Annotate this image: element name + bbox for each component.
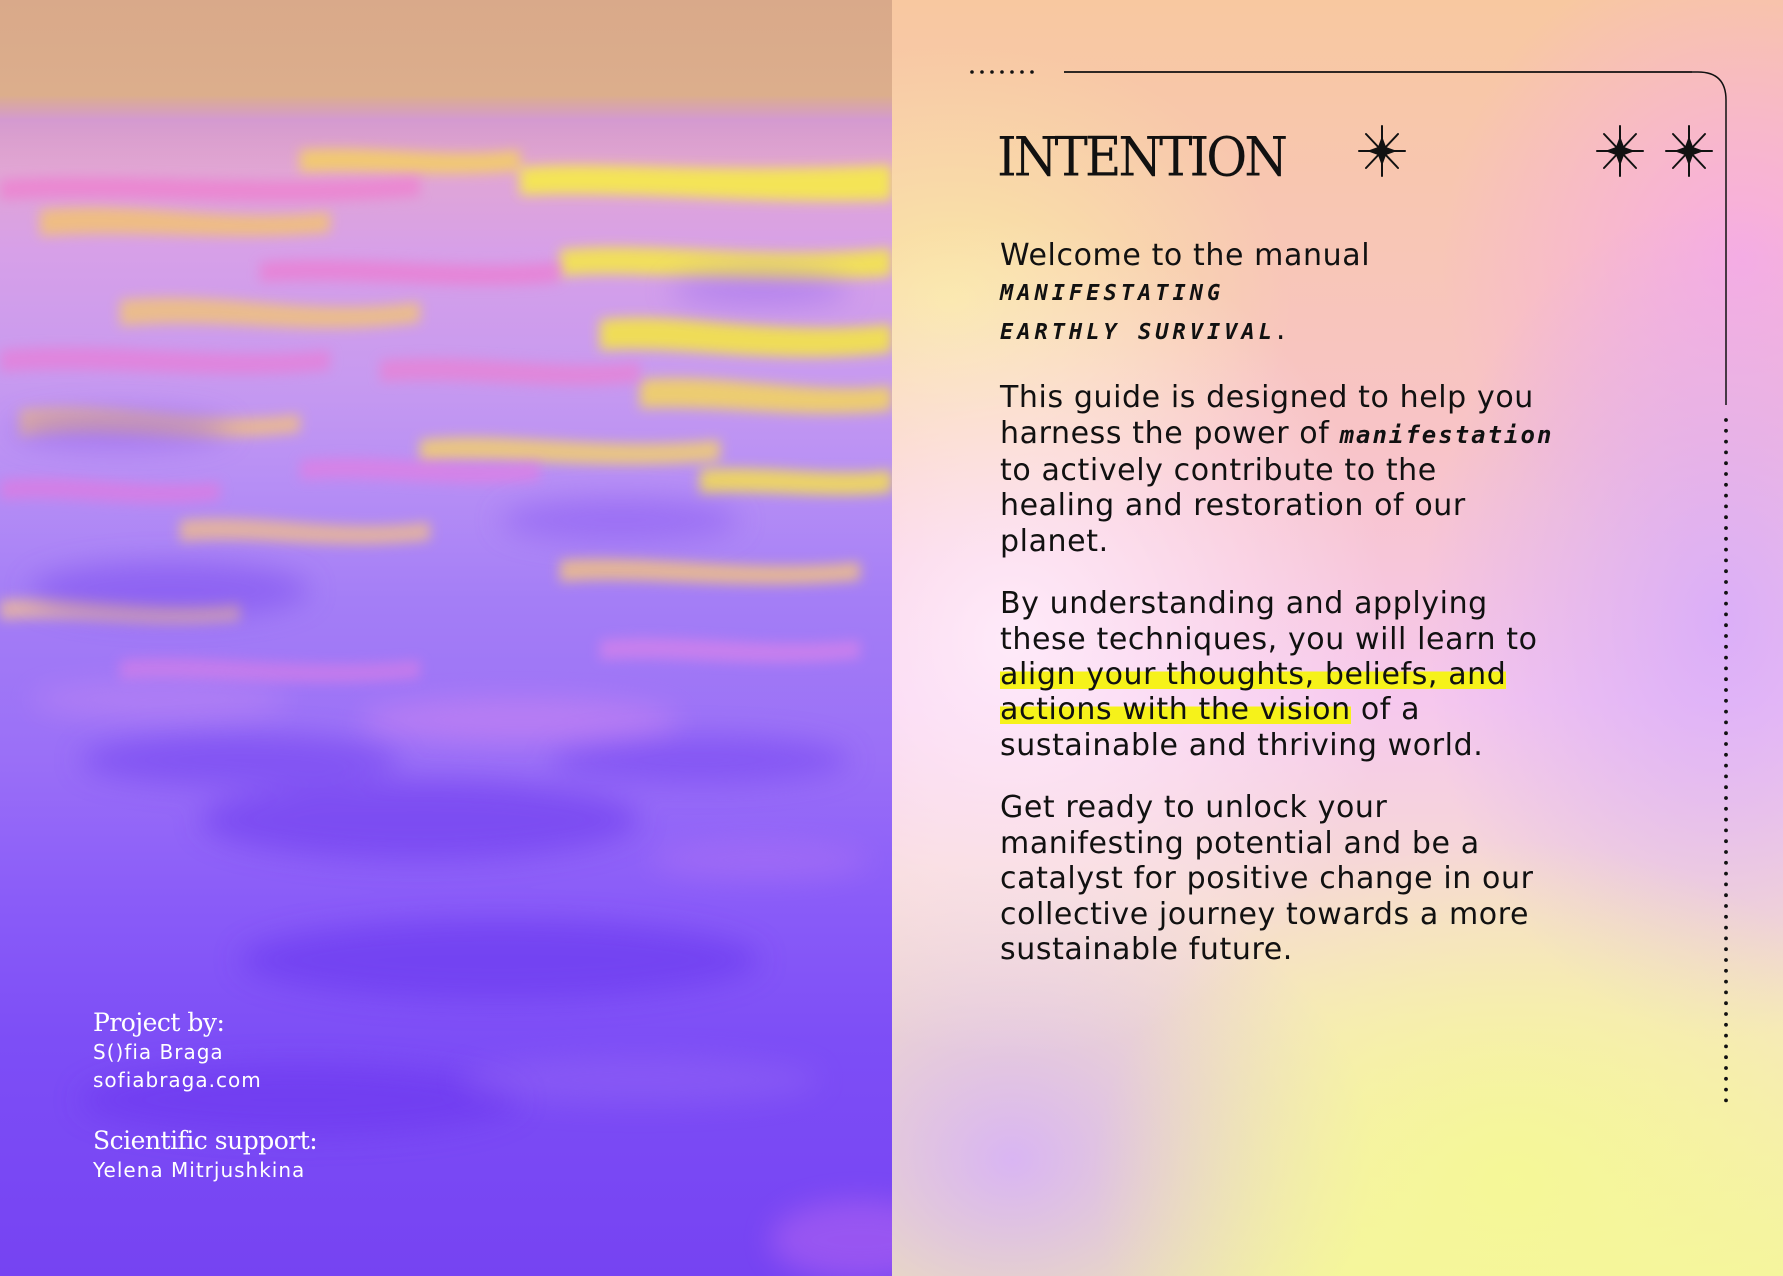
frame-dot xyxy=(1724,483,1728,487)
author-name: S()fia Braga xyxy=(93,1040,224,1064)
frame-dot xyxy=(1724,677,1728,681)
frame-dot xyxy=(1724,839,1728,843)
frame-dot xyxy=(1724,461,1728,465)
frame-dot xyxy=(1724,591,1728,595)
frame-dot xyxy=(1724,569,1728,573)
closing-paragraph: Get ready to unlock your manifesting potential and be a catalyst for positive change in our collective journey towards a more sustainable future. xyxy=(1000,790,1534,967)
frame-dot xyxy=(1724,969,1728,973)
credits-block xyxy=(93,1008,317,1184)
frame-dot xyxy=(1724,548,1728,552)
frame-dot xyxy=(1724,667,1728,671)
frame-dot xyxy=(1724,947,1728,951)
manual-name-line-1: MANIFESTATING xyxy=(1000,281,1225,307)
frame-dot xyxy=(1724,829,1728,833)
frame-dot xyxy=(1724,937,1728,941)
frame-dot xyxy=(1724,613,1728,617)
frame-dot xyxy=(1724,418,1728,422)
frame-dot xyxy=(1724,753,1728,757)
frame-dot xyxy=(1724,1034,1728,1038)
frame-dot xyxy=(1724,699,1728,703)
frame-dot xyxy=(1724,440,1728,444)
frame-dot xyxy=(1724,883,1728,887)
sparkle-star-icon xyxy=(1357,124,1407,178)
frame-dot xyxy=(1724,731,1728,735)
frame-dot xyxy=(1724,710,1728,714)
frame-dot xyxy=(1724,807,1728,811)
supporter-name: Yelena Mitrjushkina xyxy=(93,1158,306,1182)
techniques-paragraph xyxy=(1000,586,1560,763)
frame-dot xyxy=(1724,796,1728,800)
sparkle-star-icon xyxy=(1595,124,1645,178)
frame-dot xyxy=(1724,958,1728,962)
frame-dot xyxy=(1724,764,1728,768)
frame-dot xyxy=(1724,451,1728,455)
frame-dot xyxy=(1724,904,1728,908)
techniques-text-before: By understanding and applying these techniques, you will learn to xyxy=(1000,586,1538,657)
frame-dot xyxy=(1724,602,1728,606)
frame-dot xyxy=(1724,429,1728,433)
frame-dot xyxy=(1724,915,1728,919)
frame-dot xyxy=(1724,1023,1728,1027)
manual-name-line-2: EARTHLY SURVIVAL xyxy=(1000,319,1276,345)
intention-text xyxy=(1000,238,1560,994)
frame-dot xyxy=(1724,526,1728,530)
scientific-support-heading: Scientific support: xyxy=(93,1126,318,1155)
intro-text: Welcome to the manual xyxy=(1000,238,1371,273)
manifestation-emphasis: manifestation xyxy=(1339,420,1554,449)
intro-period: . xyxy=(1275,311,1287,347)
frame-dot xyxy=(1724,1099,1728,1103)
frame-dot xyxy=(1724,991,1728,995)
frame-dot xyxy=(1724,980,1728,984)
guide-text-after: to actively contribute to the healing and restoration of our planet. xyxy=(1000,453,1466,559)
frame-dot xyxy=(1724,645,1728,649)
frame-dot xyxy=(1724,688,1728,692)
frame-dot xyxy=(1724,623,1728,627)
frame-dot xyxy=(1724,580,1728,584)
techniques-text-after: of a sustainable and thriving world. xyxy=(1000,692,1484,763)
frame-dot xyxy=(1724,818,1728,822)
frame-dot xyxy=(1724,742,1728,746)
guide-text-before: This guide is designed to help you harness the power of xyxy=(1000,380,1534,451)
frame-dot xyxy=(1724,515,1728,519)
frame-dot xyxy=(1724,494,1728,498)
page-title: INTENTION xyxy=(997,126,1285,189)
frame-dot xyxy=(1724,1066,1728,1070)
project-by-heading: Project by: xyxy=(93,1008,225,1037)
frame-dot xyxy=(1724,1001,1728,1005)
frame-dot xyxy=(1724,505,1728,509)
frame-dot xyxy=(1724,537,1728,541)
frame-dot xyxy=(1724,861,1728,865)
frame-dot xyxy=(1724,1088,1728,1092)
frame-dot xyxy=(1724,926,1728,930)
frame-dot xyxy=(1724,1045,1728,1049)
intention-page xyxy=(892,0,1783,1276)
intro-paragraph xyxy=(1000,238,1560,350)
guide-paragraph xyxy=(1000,380,1560,559)
frame-dot xyxy=(1724,775,1728,779)
frame-dot xyxy=(1724,850,1728,854)
frame-dot xyxy=(1724,656,1728,660)
frame-dot xyxy=(1724,893,1728,897)
frame-dot xyxy=(1724,472,1728,476)
sparkle-star-icon xyxy=(1664,124,1714,178)
frame-dot xyxy=(1724,1012,1728,1016)
frame-dot xyxy=(1724,1077,1728,1081)
frame-dot xyxy=(1724,1055,1728,1059)
highlighted-phrase: align your thoughts, beliefs, and actions with the vision xyxy=(1000,657,1507,728)
frame-dot xyxy=(1724,721,1728,725)
frame-dot xyxy=(1724,634,1728,638)
frame-dot xyxy=(1724,559,1728,563)
author-website: sofiabraga.com xyxy=(93,1068,262,1092)
frame-dot xyxy=(1724,872,1728,876)
frame-dot xyxy=(1724,785,1728,789)
